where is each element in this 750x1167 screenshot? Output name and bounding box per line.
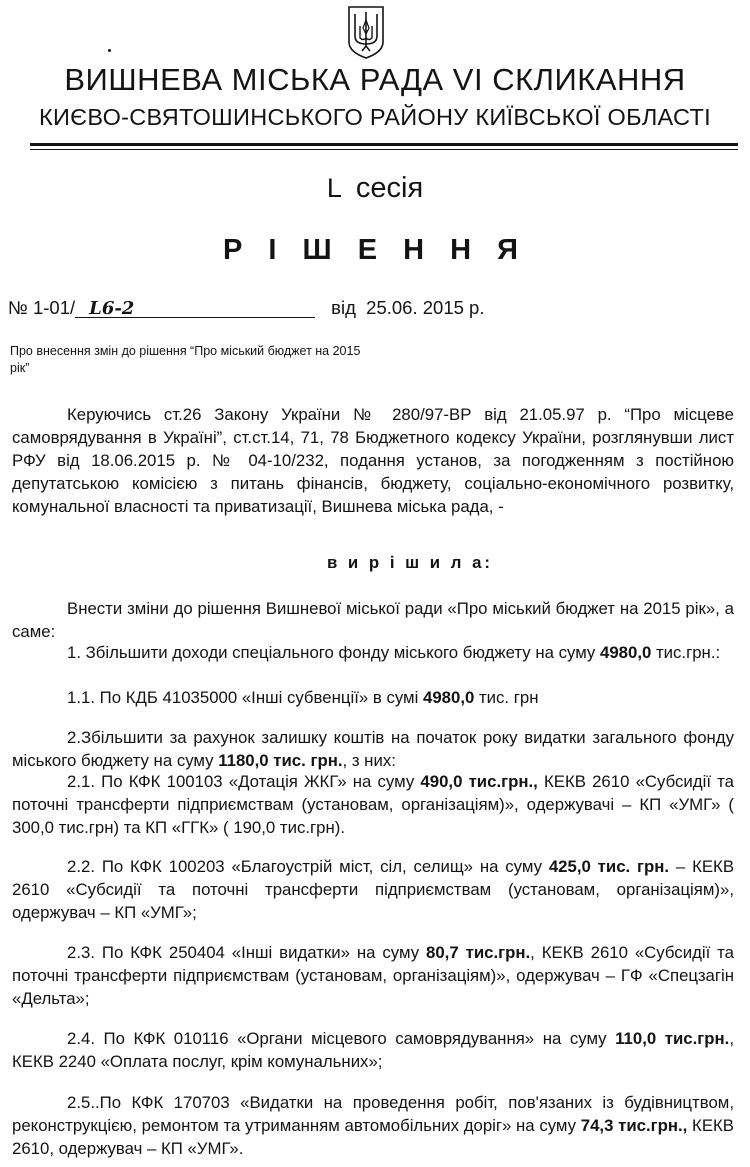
item-2: 2.Збільшити за рахунок залишку коштів на початок року видатки загального фонду міського бюджету на суму 1180,0 тис. грн., з них: <box>12 728 734 770</box>
item-2-2-sum: 425,0 тис. грн. <box>548 857 670 876</box>
decision-number-prefix: № 1-01/ <box>8 297 76 318</box>
item-2-2: 2.2. По КФК 100203 «Благоустрій міст, сіл, селищ» на суму 425,0 тис. грн. – КЕКВ 2610 «Субсидії та поточні трансферти підприємствам (установам, організаціям)», одержувач – КП «УМГ»; <box>12 857 735 922</box>
item-2-5: 2.5..По КФК 170703 «Видатки на проведення робіт, пов'язаних із будівництвом, реконструкцією, ремонтом та утриманням автомобільних доріг» на суму 74,3 тис.грн., КЕКВ 2610, одержувач – КП «УМГ». <box>12 1093 734 1158</box>
item-2-4-sum: 110,0 тис.грн. <box>615 1029 730 1048</box>
item-1: 1. Збільшити доходи спеціального фонду міського бюджету на суму 4980,0 тис.грн.: <box>67 643 721 662</box>
decision-date: 25.06. 2015 р. <box>366 297 485 318</box>
item-1-sum: 4980,0 <box>599 643 652 662</box>
item-1-1: 1.1. По КДБ 41035000 «Інші субвенції» в сумі 4980,0 тис. грн <box>67 688 539 707</box>
session-label: сесія <box>355 172 424 204</box>
item-2-4: 2.4. По КФК 010116 «Органи місцевого самоврядування» на суму 110,0 тис.грн., КЕКВ 2240 «Оплата послуг, крім комунальних»; <box>12 1029 734 1071</box>
resolved-heading: в и р і ш и л а: <box>326 553 494 572</box>
decision-title: Р І Ш Е Н Н Я <box>223 234 527 266</box>
decision-number-line <box>8 297 484 319</box>
item-2-3-sum: 80,7 тис.грн. <box>426 943 531 962</box>
item-2-5-sum: 74,3 тис.грн., <box>580 1116 688 1135</box>
intro-paragraph: Внести зміни до рішення Вишневої міської ради «Про міський бюджет на 2015 рік», а саме: <box>12 599 734 641</box>
council-title: ВИШНЕВА МІСЬКА РАДА VI СКЛИКАННЯ <box>64 62 686 97</box>
item-2-3: 2.3. По КФК 250404 «Інші видатки» на суму 80,7 тис.грн., КЕКВ 2610 «Субсидії та поточні трансферти підприємствам (установам, організаціям)», одержувач – ГФ «Спецзагін «Дельта»; <box>12 943 735 1008</box>
header-rule-thin <box>30 149 738 150</box>
item-2-sum: 1180,0 тис. грн. <box>218 751 343 770</box>
item-2-1: 2.1. По КФК 100103 «Дотація ЖКГ» на суму 490,0 тис.грн., КЕКВ 2610 «Субсидії та поточні трансферти підприємствам (установам, організаціям)», одержувачі – КП «УМГ» ( 300,0 тис.грн) та КП «ГГК» ( 190,0 тис.грн). <box>12 772 734 837</box>
date-label: від <box>331 297 356 318</box>
item-2-1-sum: 490,0 тис.грн., <box>420 772 538 791</box>
preamble: Керуючись ст.26 Закону України № 280/97-ВР від 21.05.97 р. “Про місцеве самоврядування в Україні”, ст.ст.14, 71, 78 Бюджетного кодексу України, розглянувши лист РФУ від 18.06.2015 р. № 04-10/232, подання установ, за погодженням з постійною депутатською комісією з питань фінансів, бюджету, соціально-економічного розвитку, комунальної власності та приватизації, Вишнева міська рада, - <box>12 405 734 516</box>
item-1-1-sum: 4980,0 <box>422 688 475 707</box>
district-title: КИЄВО-СВЯТОШИНСЬКОГО РАЙОНУ КИЇВСЬКОЇ ОБЛАСТІ <box>39 104 711 130</box>
trident-emblem-icon <box>346 4 386 60</box>
header-rule-thick <box>30 143 738 146</box>
handwritten-number: L6-2 <box>75 301 315 318</box>
session-heading <box>0 172 750 205</box>
decision-subject: Про внесення змін до рішення “Про міський бюджет на 2015 рік” <box>10 344 361 375</box>
session-number: L <box>326 173 342 203</box>
scan-speck <box>108 49 111 52</box>
